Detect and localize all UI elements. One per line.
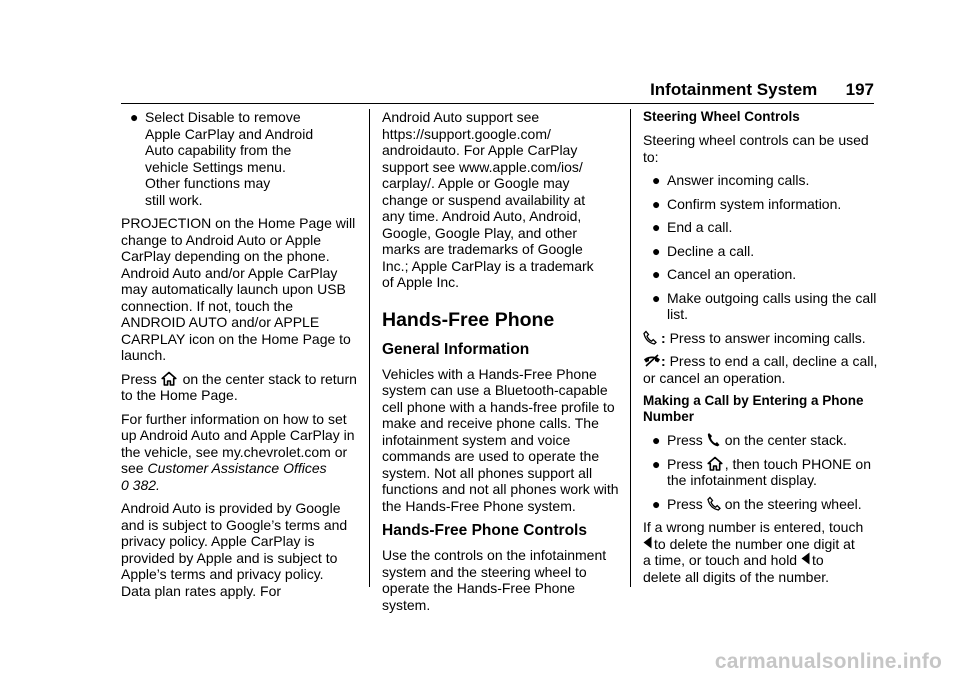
steering-wheel-controls-heading: Steering Wheel Controls — [643, 109, 800, 124]
bullet: ● — [130, 109, 139, 125]
bullet-text: Select Disable to remove Apple CarPlay and Android Auto capability from the vehicle Settings menu. Other functions may still work. — [145, 109, 314, 208]
hands-free-phone-heading: Hands-Free Phone — [382, 308, 555, 331]
list-item: ● Press , then touch PHONE on the infotainment display. — [652, 455, 871, 488]
end-call-text: Press to end a call, decline a call, or cancel an operation. — [643, 353, 878, 386]
section-title: Infotainment System — [650, 80, 818, 99]
list-item: ● Make outgoing calls using the call list. — [652, 289, 877, 322]
hands-free-controls-heading: Hands-Free Phone Controls — [382, 522, 587, 539]
column-divider-2 — [630, 109, 631, 587]
list-item: ● Decline a call. — [652, 242, 755, 259]
backspace-arrow-icon — [801, 552, 810, 567]
page-number: 197 — [845, 80, 874, 99]
general-information-heading: General Information — [382, 340, 530, 358]
answer-call-paragraph: : Press to answer incoming calls. — [643, 330, 878, 347]
home-icon — [161, 371, 177, 386]
steering-phone-answer-icon — [707, 496, 723, 511]
info-paragraph — [121, 411, 357, 494]
support-paragraph: Android Auto support see https://support.google.com/ androidauto. For Apple CarPlay support see www.apple.com/ios/ carplay/. Apple or Google may change or suspend availability at any time. Android Auto, Android, Google, Google Play, and other marks are trademarks of Google Inc.; Apple CarPlay is a trademark of Apple Inc. — [382, 109, 594, 290]
list-item: ● End a call. — [652, 219, 733, 235]
steering-phone-end-icon — [643, 353, 659, 368]
list-item: ● Answer incoming calls. — [652, 172, 810, 188]
end-call-paragraph: : Press to end a call, decline a call, or cancel an operation. — [643, 353, 878, 386]
controls-paragraph: Use the controls on the infotainment system and the steering wheel to operate the Hands-Free Phone system. — [382, 547, 607, 613]
header-rule — [121, 103, 874, 104]
page-reference: 0 382. — [121, 476, 160, 493]
phone-handset-icon — [707, 432, 723, 447]
column-3 — [643, 109, 878, 592]
list-item — [121, 109, 357, 208]
steering-intro: Steering wheel controls can be used to: — [643, 132, 869, 165]
home-paragraph — [121, 371, 357, 404]
watermark: carmanualsonline.info — [714, 650, 942, 673]
column-divider-1 — [369, 109, 370, 587]
android-auto-paragraph: Android Auto is provided by Google and is subject to Google’s terms and privacy policy. Apple CarPlay is provided by Apple and is subject to Apple’s terms and privacy policy. Data plan rates apply. For — [121, 500, 348, 599]
steering-phone-answer-icon — [643, 330, 659, 345]
column-2 — [382, 109, 619, 620]
running-header — [650, 80, 874, 100]
projection-paragraph: PROJECTION on the Home Page will change to Android Auto or Apple CarPlay depending on the phone. Android Auto and/or Apple CarPlay may automatically launch upon USB connection. If not, touch the ANDROID AUTO and/or APPLE CARPLAY icon on the Home Page to launch. — [121, 215, 356, 363]
customer-assistance-link[interactable]: Customer Assistance Offices — [147, 460, 327, 476]
list-item: ● Cancel an operation. — [652, 266, 797, 282]
wrong-number-paragraph: If a wrong number is entered, touch to delete the number one digit at a time, or touch and hold to delete all digits of the number. — [643, 519, 864, 585]
list-item: ● Press on the center stack. — [652, 432, 847, 448]
answer-call-text: Press to answer incoming calls. — [669, 329, 866, 346]
making-call-heading: Making a Call by Entering a Phone Number — [643, 393, 864, 424]
home-press-text: Press — [121, 370, 157, 387]
general-information-paragraph: Vehicles with a Hands-Free Phone system can use a Bluetooth-capable cell phone with a hands-free profile to make and receive phone calls. The infotainment system and voice commands are used to operate the system. Not all phones support all functions and not all phones work with the Hands-Free Phone system. — [382, 365, 619, 514]
list-item: ● Confirm system information. — [652, 195, 842, 212]
backspace-arrow-icon — [643, 536, 652, 551]
list-item: ● Press on the steering wheel. — [652, 495, 862, 512]
column-1 — [121, 109, 357, 606]
home-icon — [707, 456, 723, 471]
info-text: For further information on how to set up Android Auto and Apple CarPlay in the vehicle, see my.chevrolet.com or see — [121, 410, 355, 476]
home-after-text: on the center stack to return to the Home Page. — [121, 370, 357, 403]
